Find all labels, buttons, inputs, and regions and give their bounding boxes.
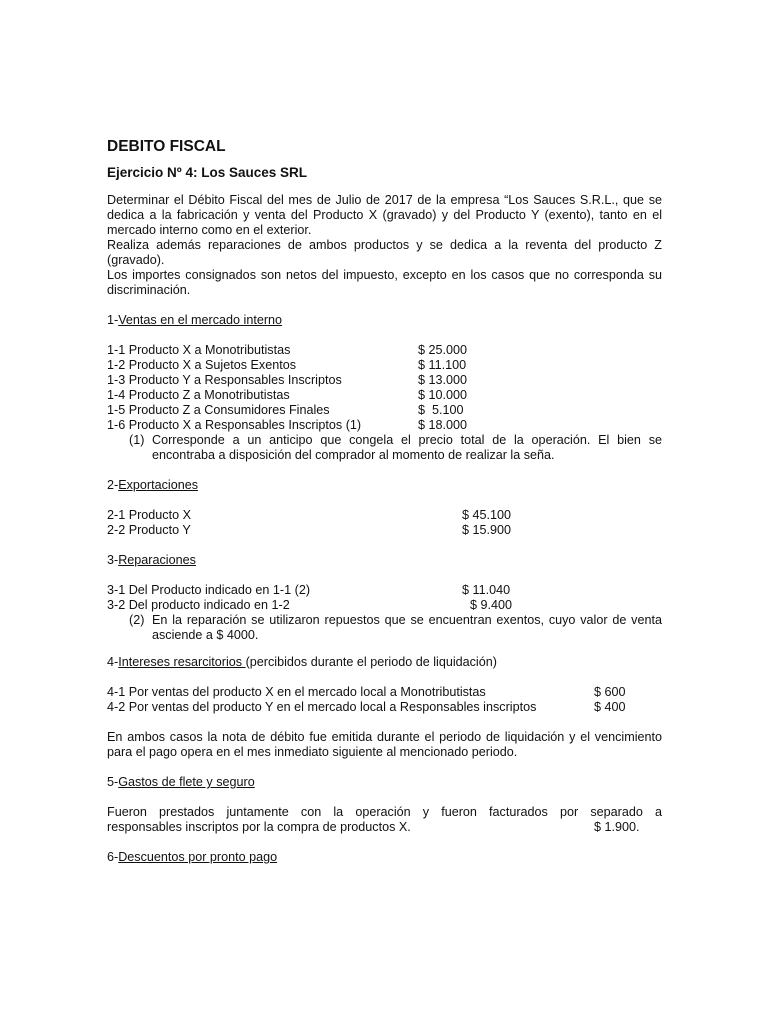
footnote-2: (2) En la reparación se utilizaron repuestos que se encuentran exentos, cuyo valor de venta asciende a $ 4000. [129,613,662,642]
list-item: 1-1 Producto X a Monotributistas $ 25.000 [107,343,468,357]
footnote-1: (1) Corresponde a un anticipo que congela el precio total de la operación. El bien se encontraba a disposición del comprador al momento de realizar la seña. [129,433,662,462]
document-content [107,138,662,865]
section-6-heading: 6-Descuentos por pronto pago [107,850,278,864]
list-item: 1-4 Producto Z a Monotributistas $ 10.000 [107,388,468,402]
section-4-title-suffix: (percibidos durante el periodo de liquidación) [245,655,497,669]
section-5-amount: $ 1.900. [594,820,640,834]
document-title: DEBITO FISCAL [107,138,226,155]
list-item: 1-5 Producto Z a Consumidores Finales $ 5.100 [107,403,464,417]
list-item: 4-1 Por ventas del producto X en el mercado local a Monotributistas $ 600 [107,685,626,699]
section-4-title: Intereses resarcitorios [118,655,246,669]
list-item: 3-1 Del Producto indicado en 1-1 (2) $ 11.040 [107,583,511,597]
list-item: 2-2 Producto Y $ 15.900 [107,523,512,537]
section-1-heading: 1-Ventas en el mercado interno [107,313,283,327]
list-item: 1-3 Producto Y a Responsables Inscriptos $ 13.000 [107,373,468,387]
section-6-title: Descuentos por pronto pago [118,850,278,864]
section-4-text: En ambos casos la nota de débito fue emitida durante el periodo de liquidación y el vencimiento para el pago opera en el mes inmediato siguiente al mencionado periodo. [107,730,662,759]
section-5-heading: 5-Gastos de flete y seguro [107,775,255,789]
section-2-list [107,508,662,538]
section-5-text-line-1: Fueron prestados juntamente con la operación y fueron facturados por separado a [107,805,662,819]
list-item: 4-2 Por ventas del producto Y en el mercado local a Responsables inscriptos $ 400 [107,700,626,714]
section-3-list [107,583,662,613]
intro-paragraph-3: Los importes consignados son netos del impuesto, excepto en los casos que no corresponda su discriminación. [107,268,662,297]
section-5-text-line-2: responsables inscriptos por la compra de productos X. $ 1.900. [107,820,640,834]
section-3-title: Reparaciones [118,553,196,567]
section-4-heading: 4-Intereses resarcitorios (percibidos durante el periodo de liquidación) [107,655,497,669]
exercise-title: Ejercicio Nº 4: Los Sauces SRL [107,165,308,180]
section-5-title: Gastos de flete y seguro [118,775,255,789]
list-item: 3-2 Del producto indicado en 1-2 $ 9.400 [107,598,513,612]
list-item: 1-6 Producto X a Responsables Inscriptos (1) $ 18.000 [107,418,468,432]
list-item: 1-2 Producto X a Sujetos Exentos $ 11.100 [107,358,467,372]
section-2-title: Exportaciones [118,478,199,492]
section-3-heading: 3-Reparaciones [107,553,196,567]
section-1-title: Ventas en el mercado interno [118,313,283,327]
section-4-list [107,685,662,715]
list-item: 2-1 Producto X $ 45.100 [107,508,512,522]
section-1-list [107,343,662,433]
intro-paragraph-1: Determinar el Débito Fiscal del mes de Julio de 2017 de la empresa “Los Sauces S.R.L., que se dedica a la fabricación y venta del Producto X (gravado) y del Producto Y (exento), tanto en el mercado interno como en el exterior. [107,193,662,237]
intro-paragraph-2: Realiza además reparaciones de ambos productos y se dedica a la reventa del producto Z (gravado). [107,238,662,267]
section-2-heading: 2-Exportaciones [107,478,199,492]
